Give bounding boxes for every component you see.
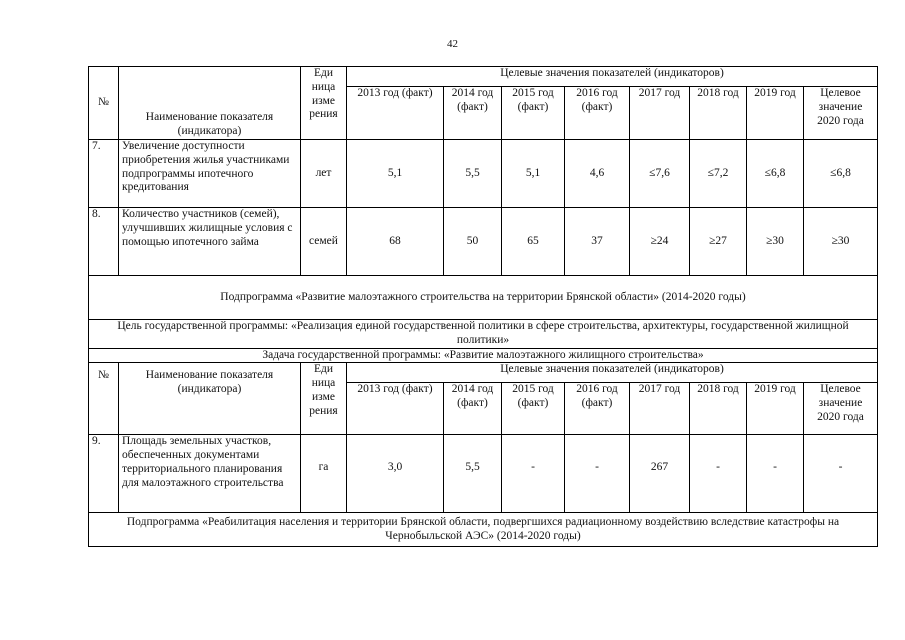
row-value: ≥24 [630,208,690,276]
row-value: ≤6,8 [747,140,804,208]
header-year: 2019 год [747,87,804,140]
header-year: 2014 год (факт) [444,87,502,140]
row-unit: лет [301,140,347,208]
header-year: 2018 год [690,383,747,435]
subprogram-title: Подпрограмма «Реабилитация населения и территории Брянской области, подвергшихся радиационному воздействию вследствие катастрофы на Чернобыльской АЭС» (2014-2020 годы) [89,513,878,547]
row-value: 4,6 [565,140,630,208]
row-value: ≥30 [747,208,804,276]
table-row [89,208,878,276]
header-year: 2019 год [747,383,804,435]
row-name: Количество участников (семей), улучшивших жилищные условия с помощью ипотечного займа [119,208,301,276]
page-number: 42 [447,38,458,50]
program-goal: Цель государственной программы: «Реализация единой государственной политики в сфере строительства, архитектуры, государственной жилищной политики» [89,320,878,349]
row-value: - [690,435,747,513]
header-year: 2016 год (факт) [565,383,630,435]
row-value: - [502,435,565,513]
row-value: - [565,435,630,513]
row-value: - [804,435,878,513]
row-value: 267 [630,435,690,513]
header-year: Целевое значение 2020 года [804,383,878,435]
row-num: 9. [89,435,119,513]
row-value: 37 [565,208,630,276]
header-name: Наименование показателя (индикатора) [119,363,301,435]
row-name: Площадь земельных участков, обеспеченных документами территориального планирования для малоэтажного строительства [119,435,301,513]
row-num: 7. [89,140,119,208]
row-value: ≥30 [804,208,878,276]
table-row [89,140,878,208]
header-year: 2015 год (факт) [502,383,565,435]
header-year: 2015 год (факт) [502,87,565,140]
indicators-table [88,66,878,547]
header-unit: Еди ница изме рения [301,363,347,435]
row-unit: семей [301,208,347,276]
row-value: 5,1 [347,140,444,208]
row-value: ≤6,8 [804,140,878,208]
row-value: 5,1 [502,140,565,208]
row-value: 68 [347,208,444,276]
header-year: 2013 год (факт) [347,87,444,140]
row-value: ≤7,2 [690,140,747,208]
header-year: 2017 год [630,87,690,140]
program-task: Задача государственной программы: «Развитие малоэтажного жилищного строительства» [89,348,878,363]
row-value: 3,0 [347,435,444,513]
header-num: № [89,363,119,435]
header-year: 2014 год (факт) [444,383,502,435]
row-name: Увеличение доступности приобретения жилья участниками подпрограммы ипотечного кредитования [119,140,301,208]
header-year: Целевое значение 2020 года [804,87,878,140]
row-value: 5,5 [444,435,502,513]
row-num: 8. [89,208,119,276]
header-target-group: Целевые значения показателей (индикаторов) [347,363,878,383]
header-year: 2016 год (факт) [565,87,630,140]
row-value: ≤7,6 [630,140,690,208]
row-value: 5,5 [444,140,502,208]
header-year: 2013 год (факт) [347,383,444,435]
table-row [89,435,878,513]
header-target-group: Целевые значения показателей (индикаторов) [347,67,878,87]
row-value: - [747,435,804,513]
header-name: Наименование показателя (индикатора) [119,67,301,140]
row-value: ≥27 [690,208,747,276]
subprogram-title: Подпрограмма «Развитие малоэтажного строительства на территории Брянской области» (2014-2020 годы) [89,276,878,320]
row-value: 50 [444,208,502,276]
header-year: 2017 год [630,383,690,435]
header-unit: Еди ница изме рения [301,67,347,140]
header-num: № [89,67,119,140]
row-value: 65 [502,208,565,276]
row-unit: га [301,435,347,513]
header-year: 2018 год [690,87,747,140]
